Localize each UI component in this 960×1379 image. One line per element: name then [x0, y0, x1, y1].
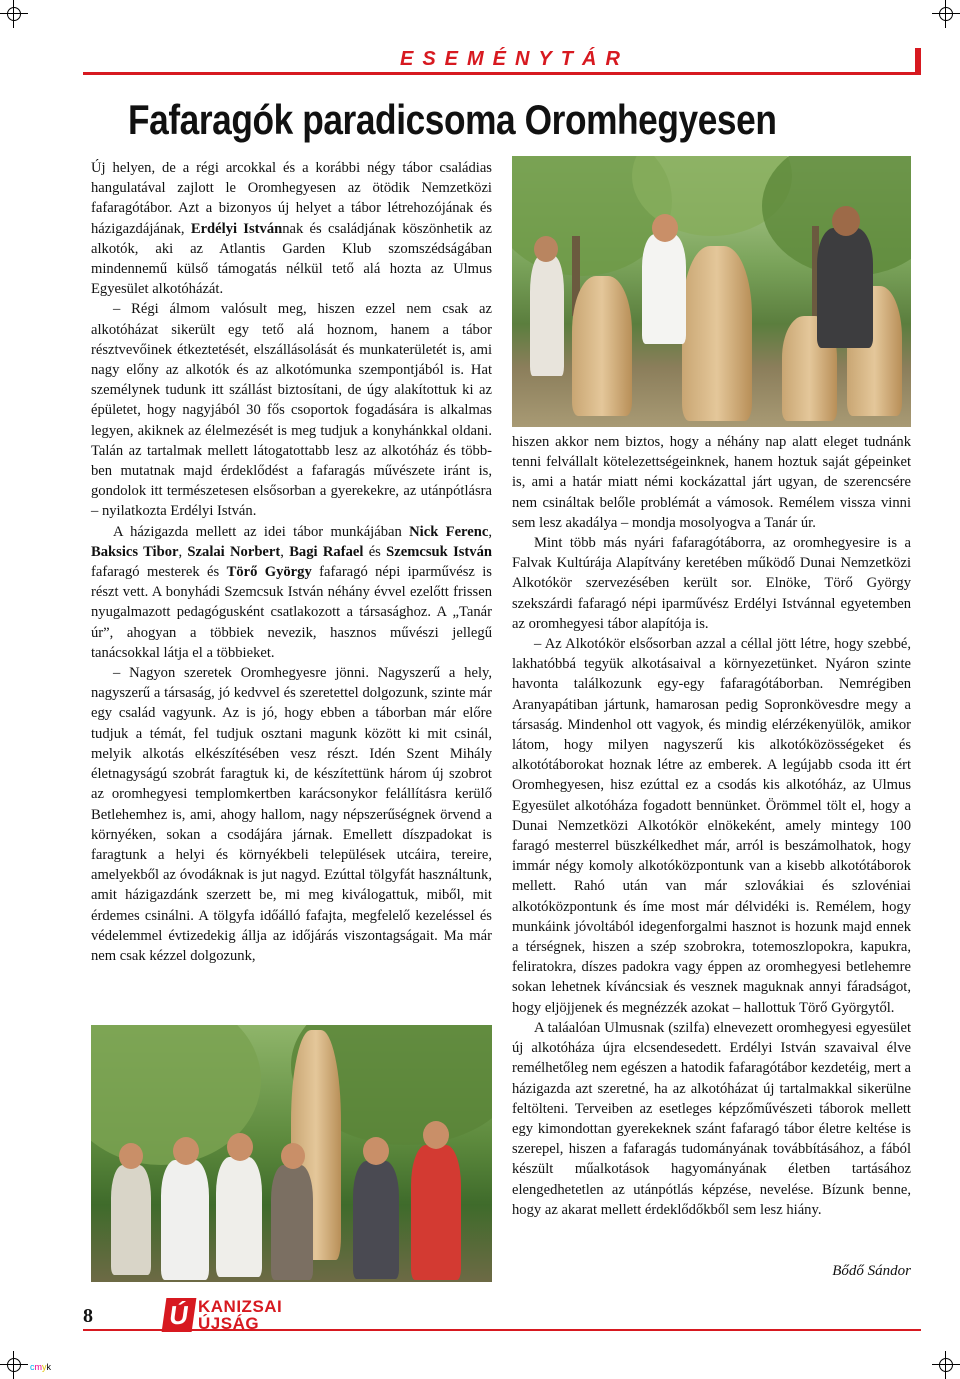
text-run: ,: [178, 543, 188, 560]
text-run: és: [363, 543, 387, 560]
article-column-right: [512, 432, 911, 1220]
page-number: 8: [83, 1305, 93, 1327]
text-run: – Nagyon szeretek Oromhegyesre jönni. Nagyszerű a hely, nagyszerű a társaság, jó kedvvel és szeretettel dolgozunk, szinte már egy család vagyunk. Az is jó, hogy ebben a táborban már előre tudjuk a témát, fel tudjuk osztani magunk között ki mit csinál, melyik alkotás elkészítésében vesz részt. Idén Szent Mihály életnagyságú szobrát faragtuk ki, de készítettünk három új szobrot az oromhegyesi templomkertben karácsonykor felállításra kerülő Betlehemhez is, ami, ahogy hallom, nagy népszerűségnek örvend a környéken, sokan a csodájára járnak. Emellett díszpadokat is faragtunk a helyi és környékbeli települések utcáira, tereire, amelyekből az óvodáknak is jut nagyd. Ezúttal tölgyfát használtunk, amit házigazdánk szerzett be, mi meg kiválogattuk, miből, mit érdemes csinálni. A tölgyfa időálló fafajta, megfelelő kezeléssel és védelemmel évtizedekig állja az időjárás viszontagságait. Ma már nem csak kézzel dolgozunk,: [91, 665, 492, 964]
text-run: ,: [488, 523, 493, 540]
cmyk-registration-label: [30, 1362, 51, 1372]
crop-mark-top-right: [932, 0, 960, 28]
bold-name: Törő György: [226, 564, 312, 581]
kanizsai-ujsag-logo: [164, 1298, 282, 1332]
bold-name: Nick Ferenc: [409, 523, 489, 540]
article-headline: Fafaragók paradicsoma Oromhegyesen: [128, 96, 777, 143]
logo-line-2: ÚJSÁG: [198, 1314, 260, 1333]
text-run: fafaragó népi iparművész is részt vett. A bonyhádi Szemcsuk István néhány évvel ezelőtt frissen nyugalmazott pedagógusként csatlakozott a társasághoz. A „Tanár úr”, ahogyan a többiek nevezik, hasznos művészi jellegű tanácsokkal látja el a többieket.: [91, 564, 492, 661]
right-paragraph: [512, 533, 911, 634]
right-paragraph: [512, 432, 911, 533]
text-run: ,: [280, 543, 290, 560]
logo-mark: Ú: [162, 1298, 197, 1332]
crop-mark-bottom-left: [0, 1351, 28, 1379]
logo-line-1: KANIZSAI: [198, 1297, 283, 1316]
text-run: hiszen akkor nem biztos, hogy a néhány nap alatt eleget tudnánk tenni felvállalt kötelezettségeinknek, hanem hoztuk saját gépeinket is, ami a határ miatt némi kockázattal járt ugyan, de szerencsére nem csináltak belőle problémát a vámosok. Remélem vissza vinni sem lesz akadálya – mondja mosolyogva a Tanár úr.: [512, 434, 911, 531]
cmyk-y: y: [42, 1362, 47, 1372]
section-title: ESEMÉNYTÁR: [400, 48, 629, 70]
left-paragraph: [91, 299, 492, 521]
photo-group-with-statue: [91, 1025, 492, 1282]
photo-carvers-at-work: [512, 156, 911, 427]
text-run: nak és családjának köszönhetik az alkotók, aki az Atlantis Garden Klub szomszédságában mindennemű külső támogatás nélkül tető alá hozta az Ulmus Egyesület alkotóházát.: [91, 220, 492, 298]
section-accent-block: [915, 48, 921, 75]
text-run: Új helyen, de a régi arcokkal és a korábbi négy tábor családias hangulatával zajlott le Oromhegyesen az ötödik Nemzetközi fafaragótábor. Azt a bizonyos új helyet a tábor létrehozójának és házigazdájának,: [91, 160, 492, 237]
article-column-left: [91, 158, 492, 966]
left-paragraph: [91, 663, 492, 966]
cmyk-k: k: [46, 1362, 51, 1372]
text-run: A házigazda mellett az idei tábor munkájában: [113, 523, 410, 540]
crop-mark-top-left: [0, 0, 28, 28]
right-paragraph: [512, 634, 911, 1018]
crop-mark-bottom-right: [932, 1351, 960, 1379]
logo-wordmark: [198, 1298, 282, 1332]
text-run: A taláаlóan Ulmusnak (szilfa) elnevezett oromhegyesi egyesület új alkotóháza újra elcsendesedett. Erdélyi István szavaival élve remélhetőleg nem egészen a hatodik fafaragótábor kezdetéig, mert a házigazda azt szeretné, ha az alkotóházat új tartalmakkal sikerülne feltölteni. Terveiben az esetleges képzőművészeti táborok mellett egy kimondottan gyerekeknek szánt fafaragó tábor életre keltése is szerepel, hiszen a fafaragás tudományának továbbításához, a fából készült műalkotások hagyományának életben tartásához elengedhetetlen az utánpótlás képzése, nevelése. Bízunk benne, hogy az akarat mellett érdeklődőkből sem lesz hiány.: [512, 1019, 911, 1218]
left-paragraph: [91, 522, 492, 663]
bold-name: Baksics Tibor: [91, 543, 179, 560]
bold-name: Erdélyi István: [190, 220, 283, 237]
bold-name: Bagi Rafael: [289, 543, 364, 560]
bold-name: Szemcsuk István: [386, 543, 492, 560]
text-run: Mint több más nyári fafaragótáborra, az oromhegyesire is a Falvak Kultúrája Alapítvány keretében működő Dunai Nemzetközi Alkotókör szervezésében került sor. Elnöke, Törő György szekszárdi fafaragó népi iparművész Erdélyi Istvánnal egyetemben az oromhegyesi tábor alapítója is.: [512, 535, 911, 632]
cmyk-m: m: [34, 1362, 42, 1372]
cmyk-c: c: [30, 1362, 35, 1372]
text-run: fafaragó mesterek és: [91, 564, 227, 581]
bold-name: Szalai Norbert: [187, 543, 281, 560]
left-paragraph: [91, 158, 492, 299]
author-signature: Bődő Sándor: [832, 1263, 911, 1279]
right-paragraph: [512, 1018, 911, 1220]
text-run: – Régi álmom valósult meg, hiszen ezzel nem csak az alkotóházat sikerült egy tető alá hoznom, hanem a tábor résztvevőinek étkeztetését, elszállásolását és munkaterületét is, ami nagy előny az alkotók és az alkotómunka szempontjából is. Hat személynek tudunk itt szállást biztosítani, de úgy alakítottuk ki az épületet, hogy nagyjából 30 fős csoportok fogadására is alkalmas legyen, akiknek az élelmezését is meg tudjuk a konyhánkkal oldani. Talán az tartalmak mellett látogatottabb lesz az alkotóház és többben mutatnak majd érdeklődést a fafaragás művészete iránt is, gondolok itt természetesen elsősorban a gyerekekre, az utánpótlásra – nyilatkozta Erdélyi István.: [91, 301, 492, 520]
text-run: – Az Alkotókör elsősorban azzal a céllal jött létre, hogy szebbé, lakhatóbbá tegyük alkotásaival a környezetünket. Nyáron szinte havonta találkozunk egy-egy fafaragótáborban. Nemrégiben Aranyapátiban jártunk, hamarosan pedig Sopronkövesdre megy a társaság. Mindenhol ott vagyok, és mindig elérzékenyülök, amikor látom, hogy milyen nagyszerű kis alkotóközösségeket és alkotótáborokat hoznak létre az emberek. A legújabb csoda itt ért Oromhegyesen, hisz ezúttal ez a csodás kis alkotóház, az Ulmus Egyesület alkotóháza fogadott bennünket. Örömmel tölt el, hogy a Dunai Nemzetközi Alkotókör elnökeként, amely mintegy 100 faragó mesterrel büszkélkedhet már, arról is beszámolhatok, hogy immár négy komoly alkotóközpontunk van a kisebb alkotótáborok mellett. Rahó után van már szlovákiai és szlovéniai alkotóközpontunk és íme most már délvidéki is. Remélem, hogy munkáink jóvoltából idegenforgalmi hasznot is hozunk majd ennek a térségnek, hiszen a szép szobrokra, totemoszlopokra, kapukra, feliratokra, díszes padokra vagy éppen az oromhegyesi betlehemre sokan lehetnek kíváncsiak és vesznek maguknak annyi fáradságot, hogy eljöjjenek és megnézzék azokat – hallottuk Törő Györgytől.: [512, 636, 911, 1016]
